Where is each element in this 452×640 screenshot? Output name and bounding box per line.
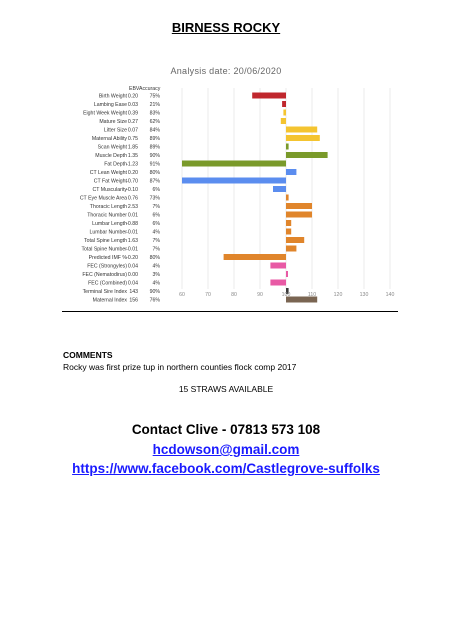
x-tick-label: 120 <box>333 292 343 298</box>
row-ebv: 0.07 <box>127 127 138 134</box>
row-ebv: -0.10 <box>126 186 138 193</box>
bar <box>252 93 286 99</box>
x-tick-label: 130 <box>359 292 369 298</box>
row-ebv: -1.23 <box>126 161 138 168</box>
row-ebv: 0.04 <box>127 280 138 287</box>
x-tick-label: 110 <box>307 292 317 298</box>
row-accuracy: 4% <box>152 263 160 270</box>
row-label: Mature Size <box>99 118 127 125</box>
bar <box>270 280 286 286</box>
facebook-link[interactable]: https://www.facebook.com/Castlegrove-suffolks <box>72 461 380 476</box>
bar <box>286 246 296 252</box>
row-ebv: 1.85 <box>127 144 138 151</box>
row-label: Maternal Index <box>92 297 127 304</box>
email-link[interactable]: hcdowson@gmail.com <box>152 442 300 457</box>
row-accuracy: 91% <box>149 161 160 168</box>
row-accuracy: 4% <box>152 229 160 236</box>
row-accuracy: 4% <box>152 280 160 287</box>
bar <box>283 110 286 116</box>
row-label: Muscle Depth <box>95 152 127 159</box>
bar <box>282 101 286 107</box>
x-tick-label: 70 <box>205 292 211 298</box>
bar <box>270 263 286 269</box>
row-accuracy: 83% <box>149 110 160 117</box>
chart-column-headers <box>129 86 161 92</box>
row-ebv: 143 <box>129 288 138 295</box>
column-header-accuracy: Accuracy <box>139 86 161 92</box>
row-accuracy: 90% <box>149 152 160 159</box>
bar <box>224 254 286 260</box>
row-label: Fat Depth <box>104 161 127 168</box>
row-label: FEC (Strongyles) <box>87 263 127 270</box>
row-label: Predicted IMF % <box>88 254 127 261</box>
row-label: Maternal Ability <box>91 135 127 142</box>
row-accuracy: 76% <box>149 297 160 304</box>
bar <box>286 212 312 218</box>
row-accuracy: 84% <box>149 127 160 134</box>
row-accuracy: 7% <box>152 203 160 210</box>
row-label: Lumbar Number <box>89 229 127 236</box>
chart-rows <box>80 93 328 304</box>
row-ebv: -0.01 <box>126 229 138 236</box>
row-label: Thoracic Number <box>87 212 127 219</box>
row-ebv: 0.03 <box>127 101 138 108</box>
straws-available: 15 STRAWS AVAILABLE <box>178 384 274 394</box>
row-ebv: 0.00 <box>127 271 138 278</box>
row-label: Lumbar Length <box>92 220 127 227</box>
divider-line <box>62 311 398 312</box>
bar <box>286 271 288 277</box>
row-label: Birth Weight <box>98 93 127 100</box>
row-accuracy: 80% <box>149 169 160 176</box>
row-accuracy: 90% <box>149 288 160 295</box>
row-ebv: 0.04 <box>127 263 138 270</box>
row-label: Terminal Sire Index <box>82 288 127 295</box>
row-ebv: 2.53 <box>127 203 138 210</box>
row-ebv: 1.63 <box>127 237 138 244</box>
row-label: FEC (Nematodirus) <box>82 271 127 278</box>
row-accuracy: 89% <box>149 144 160 151</box>
row-accuracy: 6% <box>152 186 160 193</box>
row-accuracy: 3% <box>152 271 160 278</box>
row-ebv: -0.70 <box>126 178 138 185</box>
row-label: Lambing Ease <box>93 101 127 108</box>
row-ebv: 0.39 <box>127 110 138 117</box>
row-ebv: 156 <box>129 297 138 304</box>
bar <box>281 118 286 124</box>
row-ebv: 0.20 <box>127 93 138 100</box>
bar <box>286 195 289 201</box>
row-ebv: 0.01 <box>127 212 138 219</box>
row-ebv: -0.20 <box>126 254 138 261</box>
row-ebv: 0.27 <box>127 118 138 125</box>
row-accuracy: 87% <box>149 178 160 185</box>
row-label: Scan Weight <box>97 144 127 151</box>
x-tick-label: 100 <box>281 292 291 298</box>
row-ebv: -0.88 <box>126 220 138 227</box>
ebv-bar-chart <box>0 0 452 310</box>
bar <box>182 178 286 184</box>
row-label: Total Spine Number <box>81 246 127 253</box>
row-label: Litter Size <box>103 127 127 134</box>
bar <box>286 220 291 226</box>
comments-heading: COMMENTS <box>63 350 113 360</box>
bar <box>286 127 317 133</box>
bar <box>286 229 291 235</box>
bar <box>286 135 320 141</box>
row-label: FEC (Combined) <box>88 280 127 287</box>
row-accuracy: 6% <box>152 220 160 227</box>
row-accuracy: 21% <box>149 101 160 108</box>
row-label: Thoracic Length <box>89 203 127 210</box>
row-accuracy: 7% <box>152 237 160 244</box>
contact-line: Contact Clive - 07813 573 108 <box>131 422 321 437</box>
bar <box>286 237 304 243</box>
row-accuracy: 62% <box>149 118 160 125</box>
row-accuracy: 80% <box>149 254 160 261</box>
bar <box>286 144 289 150</box>
row-accuracy: 7% <box>152 246 160 253</box>
column-header-ebv: EBV <box>129 86 140 92</box>
row-label: CT Lean Weight <box>89 169 127 176</box>
row-accuracy: 6% <box>152 212 160 219</box>
bar <box>286 169 296 175</box>
row-label: Eight Week Weight <box>83 110 127 117</box>
x-tick-label: 60 <box>179 292 185 298</box>
chart-title: Analysis date: 20/06/2020 <box>170 66 282 76</box>
x-tick-label: 80 <box>231 292 237 298</box>
row-ebv: 1.35 <box>127 152 138 159</box>
x-tick-label: 90 <box>257 292 263 298</box>
row-ebv: -0.01 <box>126 246 138 253</box>
row-accuracy: 75% <box>149 93 160 100</box>
row-accuracy: 73% <box>149 195 160 202</box>
row-ebv: 0.75 <box>127 135 138 142</box>
row-label: CT Muscularity <box>92 186 127 193</box>
page-title: BIRNESS ROCKY <box>171 20 281 35</box>
row-ebv: 0.20 <box>127 169 138 176</box>
bar <box>286 152 328 158</box>
bar <box>182 161 286 167</box>
bar <box>273 186 286 192</box>
x-tick-label: 140 <box>385 292 395 298</box>
row-label: Total Spine Length <box>84 237 127 244</box>
row-label: CT Eye Muscle Area <box>79 195 127 202</box>
row-label: CT Fat Weight <box>93 178 127 185</box>
x-axis-ticks <box>179 292 394 298</box>
row-accuracy: 89% <box>149 135 160 142</box>
row-ebv: 0.76 <box>127 195 138 202</box>
comments-text: Rocky was first prize tup in northern counties flock comp 2017 <box>63 362 297 372</box>
bar <box>286 203 312 209</box>
